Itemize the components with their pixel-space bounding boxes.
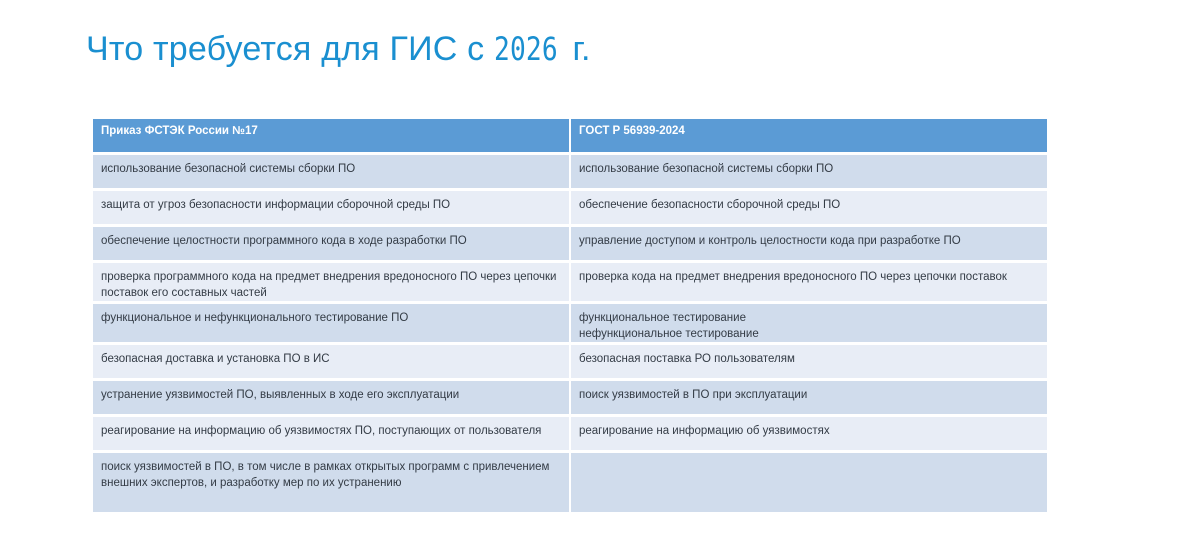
cell-fstec-requirement: функциональное и нефункционального тестирование ПО (93, 304, 569, 342)
table-row (93, 417, 1047, 450)
cell-fstec-requirement: проверка программного кода на предмет внедрения вредоносного ПО через цепочки поставок его составных частей (93, 263, 569, 301)
table-row (93, 304, 1047, 342)
comparison-table (91, 116, 1049, 515)
cell-gost-requirement (571, 304, 1047, 342)
slide-title (86, 30, 591, 69)
table-row (93, 345, 1047, 378)
slide-title-year: 2026 (494, 30, 558, 68)
header-gost: ГОСТ Р 56939-2024 (571, 119, 1047, 152)
header-fstec-order: Приказ ФСТЭК России №17 (93, 119, 569, 152)
cell-fstec-requirement: устранение уязвимостей ПО, выявленных в ходе его эксплуатации (93, 381, 569, 414)
cell-line: функциональное тестирование (579, 312, 746, 324)
cell-gost-requirement (571, 453, 1047, 512)
cell-line: поиск уязвимостей в ПО при эксплуатации (579, 389, 808, 401)
cell-gost-requirement (571, 227, 1047, 260)
cell-fstec-requirement: обеспечение целостности программного кода в ходе разработки ПО (93, 227, 569, 260)
cell-fstec-requirement: поиск уязвимостей в ПО, в том числе в рамках открытых программ с привлечением внешних экспертов, и разработку мер по их устранению (93, 453, 569, 512)
cell-line: управление доступом и контроль целостности кода при разработке ПО (579, 235, 961, 247)
table-row (93, 453, 1047, 512)
cell-line: нефункциональное тестирование (579, 328, 759, 340)
table-row (93, 191, 1047, 224)
cell-fstec-requirement: реагирование на информацию об уязвимостях ПО, поступающих от пользователя (93, 417, 569, 450)
cell-fstec-requirement: использование безопасной системы сборки ПО (93, 155, 569, 188)
table-row (93, 381, 1047, 414)
cell-line: проверка кода на предмет внедрения вредоносного ПО через цепочки поставок (579, 271, 1007, 283)
slide-title-text: Что требуется для ГИС с (86, 30, 495, 68)
cell-fstec-requirement: защита от угроз безопасности информации сборочной среды ПО (93, 191, 569, 224)
cell-gost-requirement (571, 191, 1047, 224)
cell-line: реагирование на информацию об уязвимостях (579, 425, 830, 437)
cell-line: обеспечение безопасности сборочной среды ПО (579, 199, 841, 211)
slide-title-suffix: г. (562, 30, 591, 68)
cell-gost-requirement (571, 155, 1047, 188)
cell-gost-requirement (571, 263, 1047, 301)
cell-line: использование безопасной системы сборки ПО (579, 163, 834, 175)
cell-fstec-requirement: безопасная доставка и установка ПО в ИС (93, 345, 569, 378)
table-header-row (93, 119, 1047, 152)
cell-line: безопасная поставка РО пользователям (579, 353, 795, 365)
cell-gost-requirement (571, 345, 1047, 378)
table-row (93, 263, 1047, 301)
cell-gost-requirement (571, 381, 1047, 414)
table-row (93, 155, 1047, 188)
table-row (93, 227, 1047, 260)
cell-gost-requirement (571, 417, 1047, 450)
